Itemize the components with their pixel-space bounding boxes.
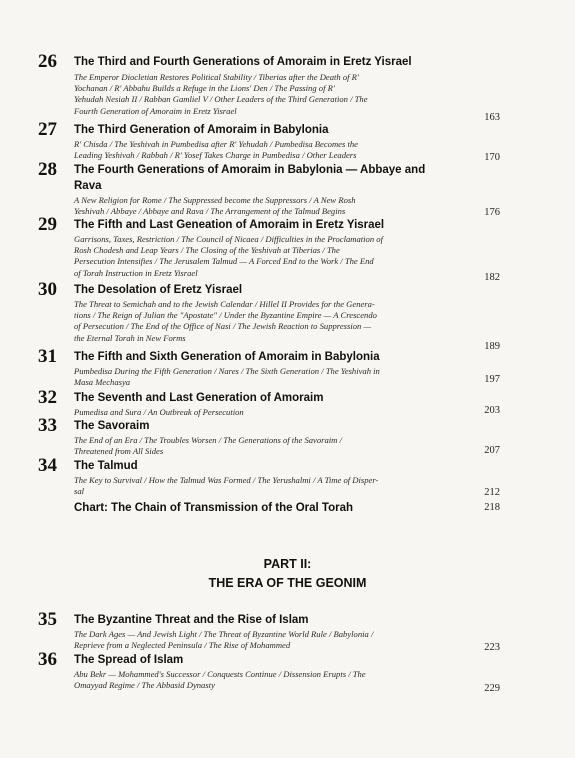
page-number: 218 — [484, 502, 500, 513]
chapter-number: 29 — [38, 214, 57, 235]
desc-line: Persecution Intensifies / The Jerusalem Talmud — A Forced End to the Work / The End — [74, 256, 374, 267]
part-label: PART II: — [263, 557, 312, 571]
chart-entry-title[interactable]: Chart: The Chain of Transmission of the Oral Torah — [74, 502, 354, 514]
chapter-number: 27 — [38, 119, 57, 140]
chapter-number: 35 — [38, 609, 57, 630]
page-number: 189 — [484, 341, 500, 352]
desc-line: of Persecution / The End of the Office of Nasi / The Jewish Reaction to Suppression — — [74, 321, 372, 332]
page-number: 212 — [484, 487, 500, 498]
chapter-description — [74, 299, 446, 344]
page-number: 170 — [484, 152, 500, 163]
chapter-title[interactable]: The Fifth and Last Geneation of Amoraim in Eretz Yisrael — [74, 219, 385, 231]
chapter-number: 36 — [38, 649, 57, 670]
desc-line: Yochanan / R' Abbahu Builds a Refuge in the Lions' Den / The Passing of R' — [74, 83, 335, 94]
chapter-title[interactable]: The Seventh and Last Generation of Amoraim — [74, 392, 324, 404]
chapter-title[interactable]: The Third and Fourth Generations of Amoraim in Eretz Yisrael — [74, 56, 412, 68]
chapter-number: 30 — [38, 279, 57, 300]
desc-line: Leading Yeshivah / Rabbah / R' Yosef Takes Charge in Pumbedisa / Other Leaders — [74, 150, 357, 161]
chapter-description — [74, 366, 446, 388]
title-line: Rava — [74, 180, 102, 192]
desc-line: Omayyad Regime / The Abbasid Dynasty — [74, 680, 215, 691]
chapter-number: 31 — [38, 346, 57, 367]
desc-line: Pumedisa and Sura / An Outbreak of Persecution — [74, 407, 244, 417]
chapter-title[interactable] — [74, 162, 474, 194]
desc-line: the Eternal Torah in New Forms — [74, 332, 186, 343]
desc-line: Yehudah Nesiah II / Rabban Gamliel V / Other Leaders of the Third Generation / The — [74, 94, 368, 105]
chapter-description — [74, 629, 446, 651]
page-number: 176 — [484, 207, 500, 218]
chapter-description — [74, 407, 446, 418]
chapter-description — [74, 139, 446, 161]
desc-line: Fourth Generation of Amoraim in Eretz Yisrael — [74, 105, 237, 116]
chapter-title[interactable]: The Third Generation of Amoraim in Babylonia — [74, 124, 329, 136]
desc-line: The Threat to Semichah and to the Jewish Calendar / Hillel II Provides for the Genera- — [74, 299, 375, 309]
desc-line: The End of an Era / The Troubles Worsen / The Generations of the Savoraim / — [74, 435, 342, 445]
desc-line: A New Religion for Rome / The Suppressed become the Suppressors / A New Rosh — [74, 195, 356, 205]
chapter-title[interactable]: The Savoraim — [74, 420, 150, 432]
page-number: 203 — [484, 405, 500, 416]
chapter-description — [74, 195, 446, 217]
chapter-description — [74, 72, 446, 117]
desc-line: Threatened from All Sides — [74, 446, 164, 457]
part-title: THE ERA OF THE GEONIM — [208, 576, 367, 590]
chapter-number: 34 — [38, 455, 57, 476]
page-number: 163 — [484, 112, 500, 123]
chapter-title[interactable]: The Desolation of Eretz Yisrael — [74, 284, 243, 296]
title-line: The Fourth Generations of Amoraim in Babylonia — Abbaye and — [74, 164, 426, 176]
chapter-description — [74, 435, 446, 457]
chapter-title[interactable]: The Byzantine Threat and the Rise of Islam — [74, 614, 309, 626]
page-number: 197 — [484, 374, 500, 385]
desc-line: Rosh Chodesh and Leap Years / The Closing of the Yeshivah at Tiberias / The — [74, 245, 340, 256]
page-number: 182 — [484, 272, 500, 283]
chapter-number: 26 — [38, 51, 57, 72]
chapter-title[interactable]: The Talmud — [74, 460, 138, 472]
desc-line: Yeshivah / Abbaye / Abbaye and Rava / The Arrangement of the Talmud Begins — [74, 206, 346, 217]
chapter-title[interactable]: The Spread of Islam — [74, 654, 184, 666]
desc-line: Abu Bekr — Mohammed's Successor / Conquests Continue / Dissension Erupts / The — [74, 669, 366, 679]
desc-line: The Emperor Diocletian Restores Political Stability / Tiberias after the Death of R' — [74, 72, 359, 82]
desc-line: Reprieve from a Neglected Peninsula / The Rise of Mohammed — [74, 640, 291, 651]
chapter-number: 32 — [38, 387, 57, 408]
chapter-description — [74, 234, 446, 279]
page-number: 207 — [484, 445, 500, 456]
desc-line: Pumbedisa During the Fifth Generation / Nares / The Sixth Generation / The Yeshivah in — [74, 366, 380, 376]
page-number: 229 — [484, 683, 500, 694]
chapter-number: 33 — [38, 415, 57, 436]
desc-line: tions / The Reign of Julian the "Apostate" / Under the Byzantine Empire — A Crescendo — [74, 310, 377, 321]
page-number: 223 — [484, 642, 500, 653]
chapter-number: 28 — [38, 159, 57, 180]
desc-line: R' Chisda / The Yeshivah in Pumbedisa after R' Yehudah / Pumbedisa Becomes the — [74, 139, 358, 149]
desc-line: of Torah Instruction in Eretz Yisrael — [74, 267, 198, 278]
desc-line: Masa Mechasya — [74, 377, 131, 388]
desc-line: The Dark Ages — And Jewish Light / The Threat of Byzantine World Rule / Babylonia / — [74, 629, 374, 639]
desc-line: Garrisons, Taxes, Restriction / The Council of Nicaea / Difficulties in the Proclamation of — [74, 234, 383, 244]
chapter-description — [74, 475, 446, 497]
chapter-title[interactable]: The Fifth and Sixth Generation of Amoraim in Babylonia — [74, 351, 380, 363]
desc-line: The Key to Survival / How the Talmud Was Formed / The Yerushalmi / A Time of Disper- — [74, 475, 379, 485]
chapter-description — [74, 669, 446, 691]
desc-line: sal — [74, 486, 85, 497]
